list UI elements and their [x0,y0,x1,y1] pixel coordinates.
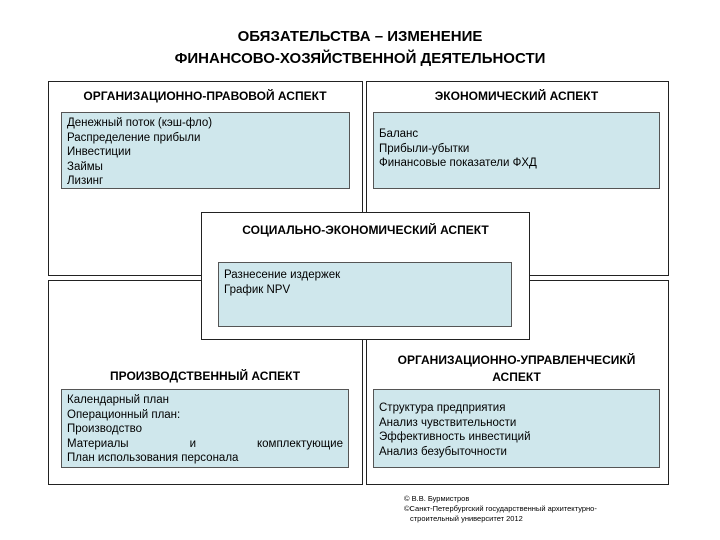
production-item: Производство [67,423,142,435]
credits [404,494,597,524]
management-item: Эффективность инвестиций [379,431,531,443]
management-item: Анализ безубыточности [379,445,507,458]
legal-aspect-heading: ОРГАНИЗАЦИОННО-ПРАВОВОЙ АСПЕКТ [83,89,327,103]
social-item: Разнесение издержек [224,269,341,281]
legal-item: Денежный поток (кэш-фло) [67,117,213,129]
management-aspect-heading [366,352,667,386]
legal-item: Инвестиции [67,146,131,158]
management-aspect-box [373,389,660,468]
management-heading-line-2: АСПЕКТ [492,370,541,384]
materials-word: Материалы [67,437,129,450]
production-item: Операционный план: [67,408,181,421]
page-title [0,26,720,70]
management-item: Анализ чувствительности [379,416,517,429]
economic-aspect-box [373,112,660,189]
production-item: План использования персонала [67,452,239,464]
legal-item: Займы [67,160,103,173]
production-item: Календарный план [67,394,169,406]
economic-aspect-heading: ЭКОНОМИЧЕСКИЙ АСПЕКТ [434,89,599,103]
production-materials-line [67,437,343,452]
production-aspect-heading: ПРОИЗВОДСТВЕННЫЙ АСПЕКТ [109,369,301,383]
and-word: и [189,437,196,450]
legal-aspect-box [61,112,350,189]
title-line-1: ОБЯЗАТЕЛЬСТВА – ИЗМЕНЕНИЕ [237,28,483,45]
economic-item: Прибыли-убытки [379,142,470,155]
economic-item: Баланс [379,128,419,140]
management-item: Структура предприятия [379,402,506,414]
components-word: комплектующие [256,437,343,450]
legal-item: Лизинг [67,175,104,187]
production-aspect-box [61,389,349,468]
social-aspect-box [218,262,512,327]
credit-university-2: строительный университет 2012 [410,514,523,523]
management-heading-line-1: ОРГАНИЗАЦИОННО-УПРАВЛЕНЧЕСИКЙ [397,353,636,367]
social-item: График NPV [224,283,291,296]
title-line-2: ФИНАНСОВО-ХОЗЯЙСТВЕННОЙ ДЕЯТЕЛЬНОСТИ [174,50,546,67]
economic-item: Финансовые показатели ФХД [379,157,537,169]
social-aspect-heading: СОЦИАЛЬНО-ЭКОНОМИЧЕСКИЙ АСПЕКТ [242,223,489,237]
credit-university-1: ©Санкт-Петербургский государственный архитектурно- [404,504,597,513]
credit-author: © В.В. Бурмистров [404,494,470,503]
legal-item: Распределение прибыли [67,131,201,144]
